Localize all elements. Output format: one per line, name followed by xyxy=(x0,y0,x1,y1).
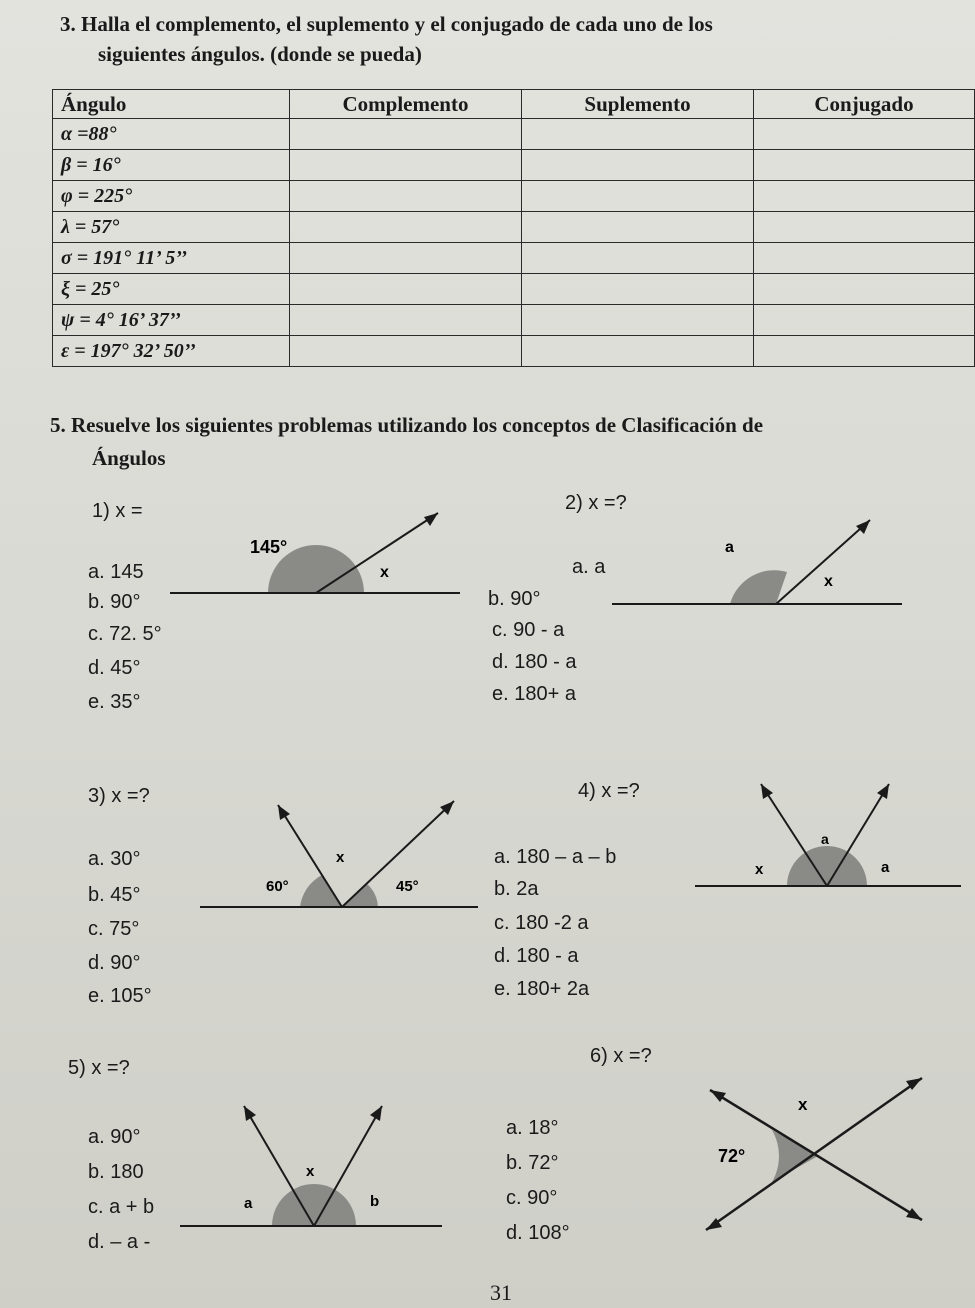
angle-label-145: 145° xyxy=(250,537,288,557)
angle-label-x: x xyxy=(380,564,389,581)
supplement-cell[interactable] xyxy=(522,336,754,367)
table-row xyxy=(53,336,975,367)
angle-cell: ξ = 25° xyxy=(53,274,290,305)
angle-label-x: x xyxy=(336,849,345,866)
arrow-head xyxy=(424,513,438,526)
complement-cell[interactable] xyxy=(290,181,522,212)
angle-cell: φ = 225° xyxy=(53,181,290,212)
right-arrow-head xyxy=(877,784,889,799)
angle-label-60: 60° xyxy=(266,878,289,895)
problem-5-option-a[interactable]: a. 90° xyxy=(88,1126,141,1148)
angle-arc-60 xyxy=(300,875,342,907)
complement-cell[interactable] xyxy=(290,274,522,305)
angle-label-a: a xyxy=(725,539,734,556)
supplement-cell[interactable] xyxy=(522,181,754,212)
exercise-5-title: 5. Resuelve los siguientes problemas utilizando los conceptos de Clasificación de xyxy=(50,413,764,437)
angle-cell: λ = 57° xyxy=(53,212,290,243)
problem-3-figure xyxy=(200,795,485,915)
header-supplement: Suplemento xyxy=(522,90,754,119)
angle-label-45: 45° xyxy=(396,878,419,895)
problem-6-figure xyxy=(700,1070,930,1250)
exercise-3-subtitle: siguientes ángulos. (donde se pueda) xyxy=(98,42,422,66)
page-number: 31 xyxy=(490,1280,512,1305)
supplement-cell[interactable] xyxy=(522,305,754,336)
table-header-row xyxy=(53,90,975,119)
right-arrow-head xyxy=(370,1106,382,1121)
line-one-arrow-start xyxy=(710,1090,726,1102)
angle-label-a: a xyxy=(244,1195,253,1212)
ray-line xyxy=(776,520,870,604)
supplement-cell[interactable] xyxy=(522,243,754,274)
table-row xyxy=(53,119,975,150)
conjugate-cell[interactable] xyxy=(754,305,975,336)
table-row xyxy=(53,181,975,212)
problem-5-label: 5) x =? xyxy=(68,1057,130,1079)
problem-5-option-b[interactable]: b. 180 xyxy=(88,1161,144,1183)
angle-arc-group xyxy=(787,846,867,886)
complement-cell[interactable] xyxy=(290,243,522,274)
exercise-5-subtitle: Ángulos xyxy=(92,446,166,470)
problem-2-label: 2) x =? xyxy=(565,492,627,514)
table-row xyxy=(53,243,975,274)
problem-1-option-b[interactable]: b. 90° xyxy=(88,591,141,613)
table-row xyxy=(53,212,975,243)
supplement-cell[interactable] xyxy=(522,150,754,181)
problem-1-option-c[interactable]: c. 72. 5° xyxy=(88,623,162,645)
problem-6-option-c[interactable]: c. 90° xyxy=(506,1187,558,1209)
complement-cell[interactable] xyxy=(290,336,522,367)
problem-4-label: 4) x =? xyxy=(578,780,640,802)
problem-3-option-b[interactable]: b. 45° xyxy=(88,884,141,906)
problem-2-option-e[interactable]: e. 180+ a xyxy=(492,683,576,705)
problem-4-option-e[interactable]: e. 180+ 2a xyxy=(494,978,590,1000)
table-row xyxy=(53,274,975,305)
header-conjugate: Conjugado xyxy=(754,90,975,119)
problem-2-option-b[interactable]: b. 90° xyxy=(488,588,541,610)
conjugate-cell[interactable] xyxy=(754,274,975,305)
problem-4-figure xyxy=(695,778,965,893)
angle-cell: σ = 191° 11’ 5’’ xyxy=(53,243,290,274)
problem-4-option-a[interactable]: a. 180 – a – b xyxy=(494,846,617,868)
angle-label-b: b xyxy=(370,1193,380,1210)
header-angle: Ángulo xyxy=(53,90,290,119)
angle-cell: α =88° xyxy=(53,119,290,150)
left-arrow-head xyxy=(761,784,773,799)
angle-label-a-right: a xyxy=(881,859,890,876)
conjugate-cell[interactable] xyxy=(754,119,975,150)
left-arrow-head xyxy=(244,1106,256,1121)
angle-cell: ψ = 4° 16’ 37’’ xyxy=(53,305,290,336)
angle-label-x: x xyxy=(306,1163,315,1180)
problem-4-option-b[interactable]: b. 2a xyxy=(494,878,539,900)
complement-cell[interactable] xyxy=(290,119,522,150)
angle-label-a-top: a xyxy=(821,831,829,847)
supplement-cell[interactable] xyxy=(522,119,754,150)
angle-label-x: x xyxy=(824,573,833,590)
problem-2-option-c[interactable]: c. 90 - a xyxy=(492,619,565,641)
problem-4-option-c[interactable]: c. 180 -2 a xyxy=(494,912,589,934)
problem-6-label: 6) x =? xyxy=(590,1045,652,1067)
problem-1-option-a[interactable]: a. 145 xyxy=(88,561,144,583)
angle-arc-group xyxy=(272,1184,356,1226)
complement-cell[interactable] xyxy=(290,305,522,336)
problem-3-option-d[interactable]: d. 90° xyxy=(88,952,141,974)
table-row xyxy=(53,150,975,181)
header-complement: Complemento xyxy=(290,90,522,119)
conjugate-cell[interactable] xyxy=(754,336,975,367)
problem-1-option-d[interactable]: d. 45° xyxy=(88,657,141,679)
line-one-arrow-end xyxy=(906,1208,922,1220)
angle-label-72: 72° xyxy=(718,1146,746,1166)
angle-arc-45 xyxy=(342,883,378,907)
problem-6-option-d[interactable]: d. 108° xyxy=(506,1222,570,1244)
complement-cell[interactable] xyxy=(290,212,522,243)
problem-4-option-d[interactable]: d. 180 - a xyxy=(494,945,579,967)
exercise-3-title: 3. Halla el complemento, el suplemento y el conjugado de cada uno de los xyxy=(60,12,713,36)
angle-label-x: x xyxy=(798,1095,808,1114)
supplement-cell[interactable] xyxy=(522,212,754,243)
problem-5-option-d[interactable]: d. – a - xyxy=(88,1231,151,1253)
conjugate-cell[interactable] xyxy=(754,212,975,243)
angle-cell: ε = 197° 32’ 50’’ xyxy=(53,336,290,367)
problem-1-figure xyxy=(170,505,470,605)
problem-6-option-a[interactable]: a. 18° xyxy=(506,1117,559,1139)
angles-table xyxy=(52,89,975,367)
left-arrow-head xyxy=(278,805,290,820)
conjugate-cell[interactable] xyxy=(754,243,975,274)
angle-arc-a xyxy=(730,570,787,604)
supplement-cell[interactable] xyxy=(522,274,754,305)
angle-cell: β = 16° xyxy=(53,150,290,181)
problem-5-figure xyxy=(180,1098,445,1233)
problem-6-option-b[interactable]: b. 72° xyxy=(506,1152,559,1174)
angle-label-x: x xyxy=(755,861,764,878)
table-row xyxy=(53,305,975,336)
problem-2-figure xyxy=(612,512,912,612)
complement-cell[interactable] xyxy=(290,150,522,181)
problem-5-option-c[interactable]: c. a + b xyxy=(88,1196,155,1218)
problem-2-option-a[interactable]: a. a xyxy=(572,556,606,578)
conjugate-cell[interactable] xyxy=(754,150,975,181)
problem-1-label: 1) x = xyxy=(92,500,143,522)
problem-3-option-a[interactable]: a. 30° xyxy=(88,848,141,870)
problem-3-option-c[interactable]: c. 75° xyxy=(88,918,140,940)
problem-3-option-e[interactable]: e. 105° xyxy=(88,985,152,1007)
problem-2-option-d[interactable]: d. 180 - a xyxy=(492,651,577,673)
problem-3-label: 3) x =? xyxy=(88,785,150,807)
problem-1-option-e[interactable]: e. 35° xyxy=(88,691,141,713)
conjugate-cell[interactable] xyxy=(754,181,975,212)
